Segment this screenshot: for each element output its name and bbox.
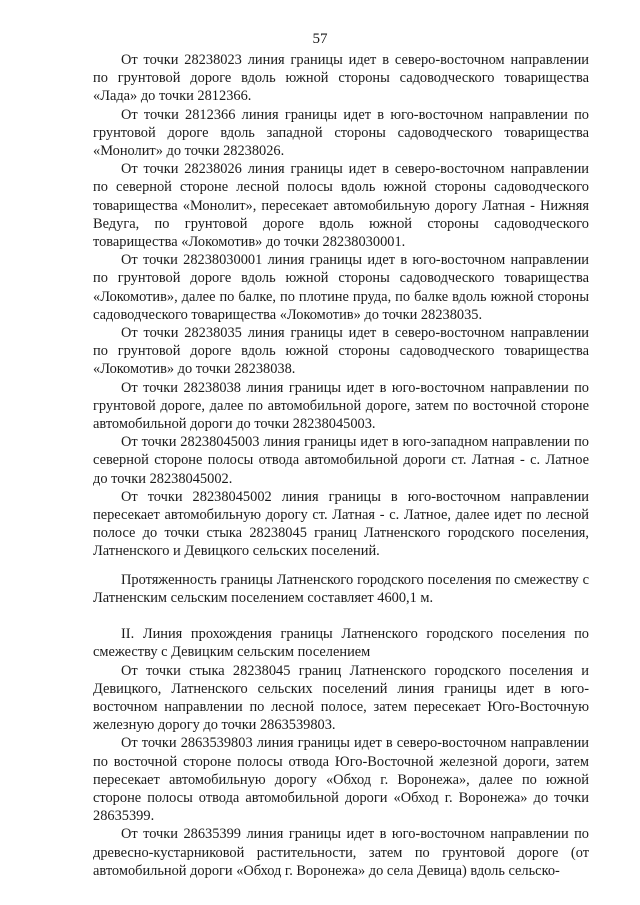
paragraph: От точки 28238026 линия границы идет в северо-восточном направлении по северной стороне лесной полосы вдоль южной стороны садоводческого товарищества «Монолит», пересекает автомобильную дорогу Латная - Нижняя Ведуга, по грунтовой дороге вдоль южной стороны садоводческого товарищества «Локомотив» до точки 28238030001. [93, 161, 589, 251]
paragraph: От точки стыка 28238045 границ Латненского городского поселения и Девицкого, Латненского сельских поселений линия границы идет в юго-восточном направлении по лесной полосе, затем пересекает Юго-Восточную железную дорогу до точки 2863539803. [93, 662, 589, 734]
paragraph: От точки 28238045002 линия границы в юго-восточном направлении пересекает автомобильную дорогу ст. Латная - с. Латное, далее идет по лесной полосе до точки стыка 28238045 границ Латненского городского поселения, Латненского и Девицкого сельских поселений. [93, 488, 589, 560]
paragraph: От точки 2863539803 линия границы идет в северо-восточном направлении по восточной стороне полосы отвода Юго-Восточной железной дороги, затем пересекает автомобильную дорогу «Обход г. Воронежа», далее по южной стороне полосы отвода автомобильной дороги «Обход г. Воронежа» до точки 28635399. [93, 735, 589, 825]
summary-paragraph: Протяженность границы Латненского городского поселения по смежеству с Латненским сельским поселением составляет 4600,1 м. [93, 571, 589, 606]
paragraph: От точки 28238023 линия границы идет в северо-восточном направлении по грунтовой дороге вдоль южной стороны садоводческого товарищества «Лада» до точки 2812366. [93, 52, 589, 105]
paragraph: От точки 28238045003 линия границы идет в юго-западном направлении по северной стороне полосы отвода автомобильной дороги ст. Латная - с. Латное до точки 28238045002. [93, 434, 589, 487]
section-title: II. Линия прохождения границы Латненского городского поселения по смежеству с Девицким сельским поселением [93, 626, 589, 661]
paragraph: От точки 2812366 линия границы идет в юго-восточном направлении по грунтовой дороге вдоль западной стороны садоводческого товарищества «Монолит» до точки 28238026. [93, 106, 589, 160]
document-body [93, 51, 589, 880]
paragraph: От точки 28238035 линия границы идет в северо-восточном направлении по грунтовой дороге вдоль южной стороны садоводческого товарищества «Локомотив» до точки 28238038. [93, 325, 589, 378]
paragraph: От точки 28635399 линия границы идет в юго-восточном направлении по древесно-кустарниковой растительности, затем по грунтовой дороге (от автомобильной дороги «Обход г. Воронежа» до села Девица) вдоль сельско- [93, 826, 589, 879]
paragraph: От точки 28238030001 линия границы идет в юго-восточном направлении по грунтовой дороге вдоль южной стороны садоводческого товарищества «Локомотив», далее по балке, по плотине пруда, по балке вдоль южной стороны садоводческого товарищества «Локомотив» до точки 28238035. [93, 252, 589, 323]
paragraph: От точки 28238038 линия границы идет в юго-восточном направлении по грунтовой дороге, далее по автомобильной дороге, затем по восточной стороне автомобильной дороги до точки 28238045003. [93, 379, 589, 433]
page-number: 57 [312, 31, 328, 47]
